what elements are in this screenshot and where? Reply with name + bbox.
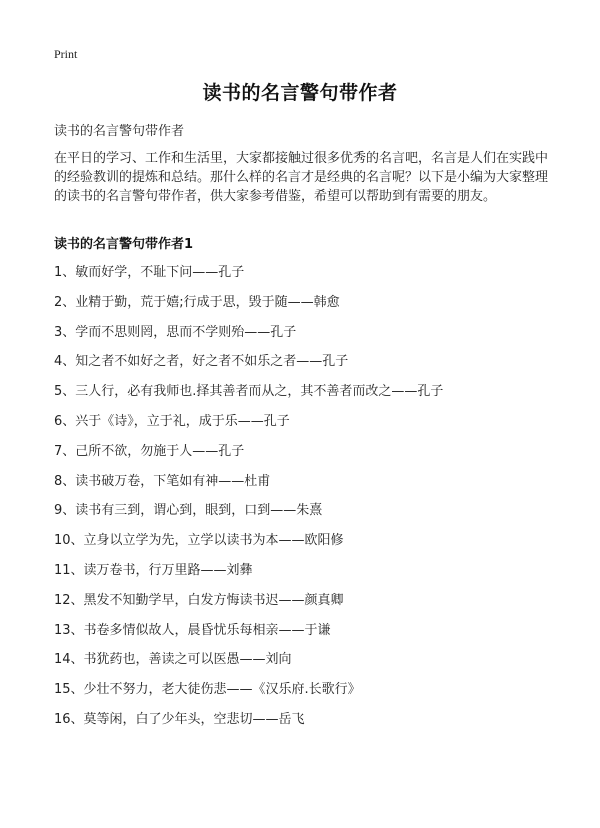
quote-item: 8、读书破万卷，下笔如有神——杜甫 bbox=[54, 473, 271, 489]
quote-item: 14、书犹药也，善读之可以医愚——刘向 bbox=[54, 652, 292, 668]
print-link[interactable]: Print bbox=[54, 47, 78, 61]
quote-item: 6、兴于《诗》，立于礼，成于乐——孔子 bbox=[54, 413, 290, 429]
quote-item: 4、知之者不如好之者，好之者不如乐之者——孔子 bbox=[54, 354, 349, 370]
quote-item: 16、莫等闲，白了少年头，空悲切——岳飞 bbox=[54, 711, 305, 727]
section-heading: 读书的名言警句带作者1 bbox=[54, 237, 194, 252]
quote-item: 15、少壮不努力，老大徒伤悲——《汉乐府.长歌行》 bbox=[54, 682, 361, 698]
quote-item: 7、己所不欲，勿施于人——孔子 bbox=[54, 443, 245, 459]
intro-paragraph: 在平日的学习、工作和生活里，大家都接触过很多优秀的名言吧，名言是人们在实践中的经验教训的提炼和总结。那什么样的名言才是经典的名言呢？以下是小编为大家整理的读书的名言警句带作者，供大家参考借鉴，希望可以帮助到有需要的朋友。 bbox=[54, 151, 549, 204]
quote-item: 13、书卷多情似故人，晨昏忧乐每相亲——于谦 bbox=[54, 622, 331, 638]
quote-item: 5、三人行，必有我师也.择其善者而从之，其不善者而改之——孔子 bbox=[54, 384, 444, 400]
document-subtitle: 读书的名言警句带作者 bbox=[54, 124, 185, 139]
quote-list bbox=[54, 263, 554, 740]
quote-item: 10、立身以立学为先，立学以读书为本——欧阳修 bbox=[54, 533, 344, 549]
quote-item: 12、黑发不知勤学早，白发方悔读书迟——颜真卿 bbox=[54, 592, 344, 608]
quote-item: 1、敏而好学，不耻下问——孔子 bbox=[54, 265, 245, 280]
quote-item: 11、读万卷书，行万里路——刘彝 bbox=[54, 562, 253, 578]
quote-item: 9、读书有三到，谓心到，眼到，口到——朱熹 bbox=[54, 503, 323, 519]
quote-item: 2、业精于勤，荒于嬉;行成于思，毁于随——韩愈 bbox=[54, 294, 340, 310]
quote-item: 3、学而不思则罔，思而不学则殆——孔子 bbox=[54, 324, 297, 340]
document-title: 读书的名言警句带作者 bbox=[202, 82, 398, 104]
